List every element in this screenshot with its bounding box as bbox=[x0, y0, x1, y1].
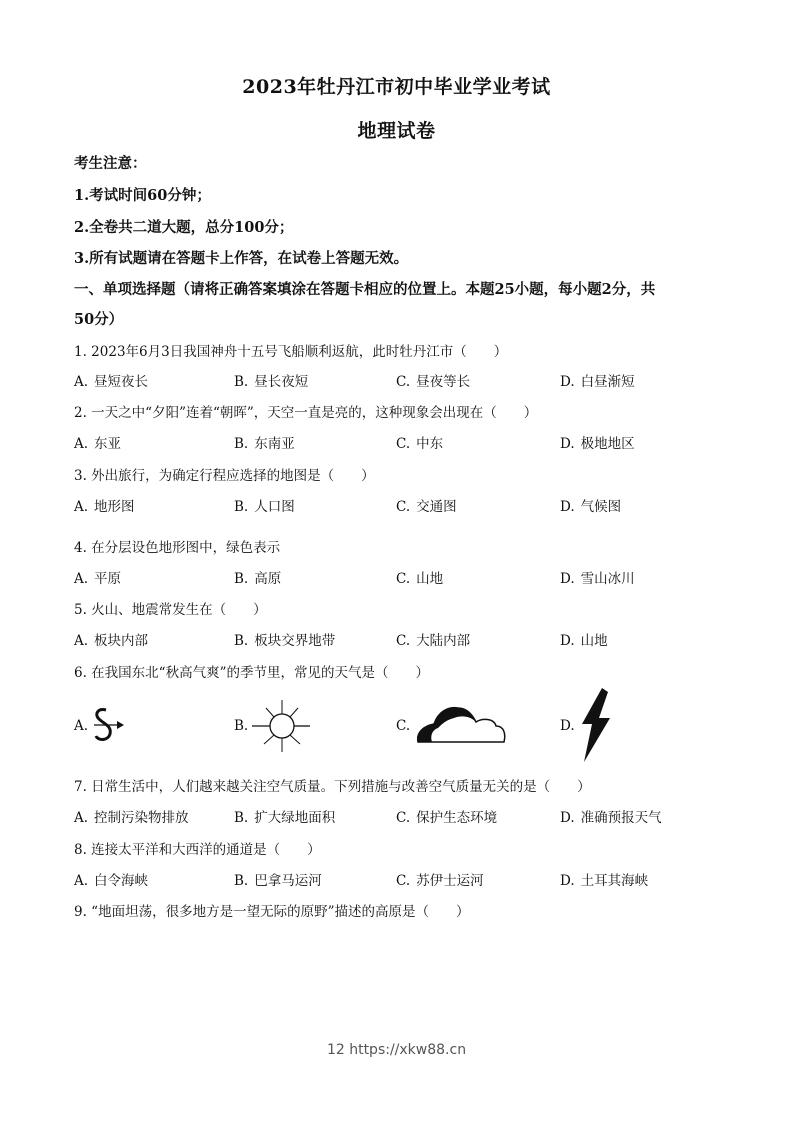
option-d: D. 气候图 bbox=[560, 499, 622, 515]
option-b: B. 东南亚 bbox=[234, 436, 295, 452]
option-d: D. 雪山冰川 bbox=[560, 571, 635, 587]
option-d: D. 白昼渐短 bbox=[560, 374, 635, 390]
option-a: A. 东亚 bbox=[74, 436, 122, 452]
exam-title: 2023年牡丹江市初中毕业学业考试 bbox=[242, 76, 551, 98]
notice-item-1: 1.考试时间60分钟； bbox=[74, 187, 211, 204]
option-c: C. 中东 bbox=[396, 436, 444, 452]
option-b: B. 扩大绿地面积 bbox=[234, 810, 336, 826]
question-4-options bbox=[74, 567, 734, 587]
option-d: D. 山地 bbox=[560, 633, 608, 649]
option-b: B. 板块交界地带 bbox=[234, 633, 336, 649]
option-c: C. 苏伊士运河 bbox=[396, 873, 484, 889]
question-2-options bbox=[74, 432, 734, 452]
option-c: C. 交通图 bbox=[396, 499, 457, 515]
question-5-text: 5. 火山、地震常发生在（ ） bbox=[74, 602, 267, 618]
option-a: A. 昼短夜长 bbox=[74, 374, 149, 390]
question-7-text: 7. 日常生活中，人们越来越关注空气质量。下列措施与改善空气质量无关的是（ ） bbox=[74, 779, 591, 795]
option-a: A. 地形图 bbox=[74, 499, 135, 515]
question-3-text: 3. 外出旅行，为确定行程应选择的地图是（ ） bbox=[74, 468, 375, 484]
option-a: A. 白令海峡 bbox=[74, 873, 149, 889]
option-b: B. 人口图 bbox=[234, 499, 295, 515]
question-2-text: 2. 一天之中“夕阳”连着“朝晖”，天空一直是亮的，这种现象会出现在（ ） bbox=[74, 405, 538, 421]
option-b: B. 巴拿马运河 bbox=[234, 873, 322, 889]
notice-heading: 考生注意： bbox=[74, 155, 147, 172]
question-5-options bbox=[74, 629, 734, 649]
thunderstorm-lightning-symbol-icon bbox=[580, 688, 612, 764]
question-4-text: 4. 在分层设色地形图中，绿色表示 bbox=[74, 540, 281, 556]
option-d: D. 准确预报天气 bbox=[560, 810, 662, 826]
notice-item-2: 2.全卷共二道大题，总分100分； bbox=[74, 219, 294, 236]
option-a: A. 平原 bbox=[74, 571, 122, 587]
option-a: A. 控制污染物排放 bbox=[74, 810, 189, 826]
exam-subtitle: 地理试卷 bbox=[357, 120, 436, 142]
question-7-options bbox=[74, 806, 734, 826]
sandstorm-weather-symbol-icon bbox=[90, 704, 130, 748]
option-c: C. 昼夜等长 bbox=[396, 374, 471, 390]
question-1-options bbox=[74, 370, 734, 390]
sunny-weather-symbol-icon bbox=[252, 696, 312, 756]
page-footer: 12 https://xkw88.cn bbox=[326, 1042, 467, 1058]
question-8-text: 8. 连接太平洋和大西洋的通道是（ ） bbox=[74, 842, 321, 858]
section-heading-line1: 一、单项选择题（请将正确答案填涂在答题卡相应的位置上。本题25小题，每小题2分，共 bbox=[74, 281, 656, 298]
question-6-text: 6. 在我国东北“秋高气爽”的季节里，常见的天气是（ ） bbox=[74, 665, 429, 681]
question-1-text: 1. 2023年6月3日我国神舟十五号飞船顺利返航，此时牡丹江市（ ） bbox=[74, 344, 508, 360]
option-c: C. 山地 bbox=[396, 571, 444, 587]
cloudy-weather-symbol-icon bbox=[416, 702, 508, 746]
option-b: B. 高原 bbox=[234, 571, 282, 587]
option-d: D. 土耳其海峡 bbox=[560, 873, 649, 889]
question-8-options bbox=[74, 869, 734, 889]
option-a: A. 板块内部 bbox=[74, 633, 149, 649]
option-c: C. 大陆内部 bbox=[396, 633, 471, 649]
question-6-options: A. B. C. D. bbox=[74, 688, 734, 768]
option-d: D. 极地地区 bbox=[560, 436, 635, 452]
option-c: C. 保护生态环境 bbox=[396, 810, 498, 826]
notice-item-3: 3.所有试题请在答题卡上作答，在试卷上答题无效。 bbox=[74, 250, 409, 267]
question-3-options bbox=[74, 495, 734, 515]
question-9-text: 9. “地面坦荡，很多地方是一望无际的原野”描述的高原是（ ） bbox=[74, 904, 470, 920]
option-b: B. 昼长夜短 bbox=[234, 374, 309, 390]
section-heading-line2: 50分） bbox=[74, 311, 124, 328]
